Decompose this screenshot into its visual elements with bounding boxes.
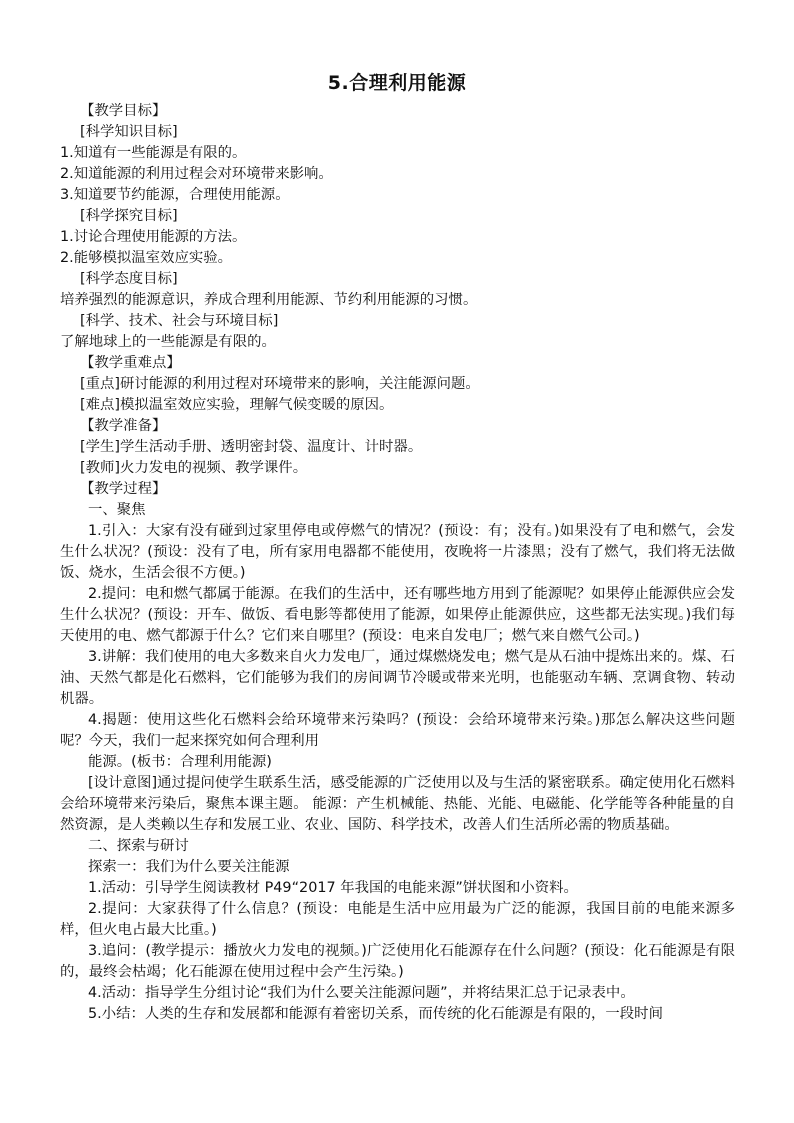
paragraph: 了解地球上的一些能源是有限的。 bbox=[60, 334, 276, 350]
section-heading: 【教学准备】 bbox=[80, 418, 167, 434]
paragraph: 3.追问：(教学提示：播放火力发电的视频。)广泛使用化石能源存在什么问题？(预设：化石能源是有限的，最终会枯竭；化石能源在使用过程中会产生污染。) bbox=[60, 943, 735, 980]
section-heading: 二、探索与研讨 bbox=[88, 838, 189, 854]
paragraph: 能源。(板书：合理利用能源) bbox=[88, 754, 272, 770]
list-item: 3.知道要节约能源，合理使用能源。 bbox=[60, 187, 290, 203]
paragraph: 3.讲解：我们使用的电大多数来自火力发电厂，通过煤燃烧发电；燃气是从石油中提炼出来的。煤、石油、天然气都是化石燃料，它们能够为我们的房间调节冷暖或带来光明，也能驱动车辆、烹调食物、转动机器。 bbox=[60, 649, 735, 707]
section-heading: 一、聚焦 bbox=[88, 502, 146, 518]
subsection-heading: [科学知识目标] bbox=[80, 124, 178, 140]
paragraph: [教师]火力发电的视频、教学课件。 bbox=[80, 460, 308, 476]
paragraph: 5.小结：人类的生存和发展都和能源有着密切关系，而传统的化石能源是有限的，一段时间 bbox=[88, 1006, 663, 1022]
section-heading: 【教学过程】 bbox=[80, 481, 167, 497]
section-heading: 【教学重难点】 bbox=[80, 355, 181, 371]
subsection-heading: [科学态度目标] bbox=[80, 271, 178, 287]
paragraph: [学生]学生活动手册、透明密封袋、温度计、计时器。 bbox=[80, 439, 423, 455]
paragraph: 4.揭题：使用这些化石燃料会给环境带来污染吗？(预设：会给环境带来污染。)那怎么解决这些问题呢？今天，我们一起来探究如何合理利用 bbox=[60, 712, 735, 749]
section-heading: 【教学目标】 bbox=[80, 103, 167, 119]
subsection-heading: 探索一：我们为什么要关注能源 bbox=[88, 859, 290, 875]
list-item: 1.讨论合理使用能源的方法。 bbox=[60, 229, 247, 245]
paragraph: 1.引入：大家有没有碰到过家里停电或停燃气的情况？(预设：有；没有。)如果没有了电和燃气，会发生什么状况？(预设：没有了电，所有家用电器都不能使用，夜晚将一片漆黑；没有了燃气，我们将无法做饭、烧水，生活会很不方便。) bbox=[60, 523, 735, 581]
subsection-heading: [科学、技术、社会与环境目标] bbox=[80, 313, 279, 329]
paragraph: 2.提问：大家获得了什么信息？(预设：电能是生活中应用最为广泛的能源，我国目前的电能来源多样，但火电占最大比重。) bbox=[60, 901, 735, 938]
list-item: 2.知道能源的利用过程会对环境带来影响。 bbox=[60, 166, 333, 182]
paragraph: [设计意图]通过提问使学生联系生活，感受能源的广泛使用以及与生活的紧密联系。确定使用化石燃料会给环境带来污染后，聚焦本课主题。 能源：产生机械能、热能、光能、电磁能、化学能等各种能量的自然资源，是人类赖以生存和发展工业、农业、国防、科学技术，改善人们生活所必需的物质基础。 bbox=[60, 775, 735, 833]
list-item: 2.能够模拟温室效应实验。 bbox=[60, 250, 233, 266]
subsection-heading: [科学探究目标] bbox=[80, 208, 178, 224]
paragraph: 4.活动：指导学生分组讨论“我们为什么要关注能源问题”，并将结果汇总于记录表中。 bbox=[88, 985, 635, 1001]
list-item: 1.知道有一些能源是有限的。 bbox=[60, 145, 247, 161]
document-body bbox=[60, 101, 735, 1025]
paragraph: 培养强烈的能源意识，养成合理利用能源、节约利用能源的习惯。 bbox=[60, 292, 478, 308]
document-title: 5.合理利用能源 bbox=[327, 72, 467, 94]
paragraph: [重点]研讨能源的利用过程对环境带来的影响，关注能源问题。 bbox=[80, 376, 480, 392]
paragraph: [难点]模拟温室效应实验，理解气候变暖的原因。 bbox=[80, 397, 394, 413]
paragraph: 1.活动：引导学生阅读教材 P49“2017 年我国的电能来源”饼状图和小资料。 bbox=[88, 880, 578, 896]
paragraph: 2.提问：电和燃气都属于能源。在我们的生活中，还有哪些地方用到了能源呢？如果停止能源供应会发生什么状况？(预设：开车、做饭、看电影等都使用了能源，如果停止能源供应，这些都无法实现。)我们每天使用的电、燃气都源于什么？它们来自哪里？(预设：电来自发电厂；燃气来自燃气公司。) bbox=[60, 586, 735, 644]
